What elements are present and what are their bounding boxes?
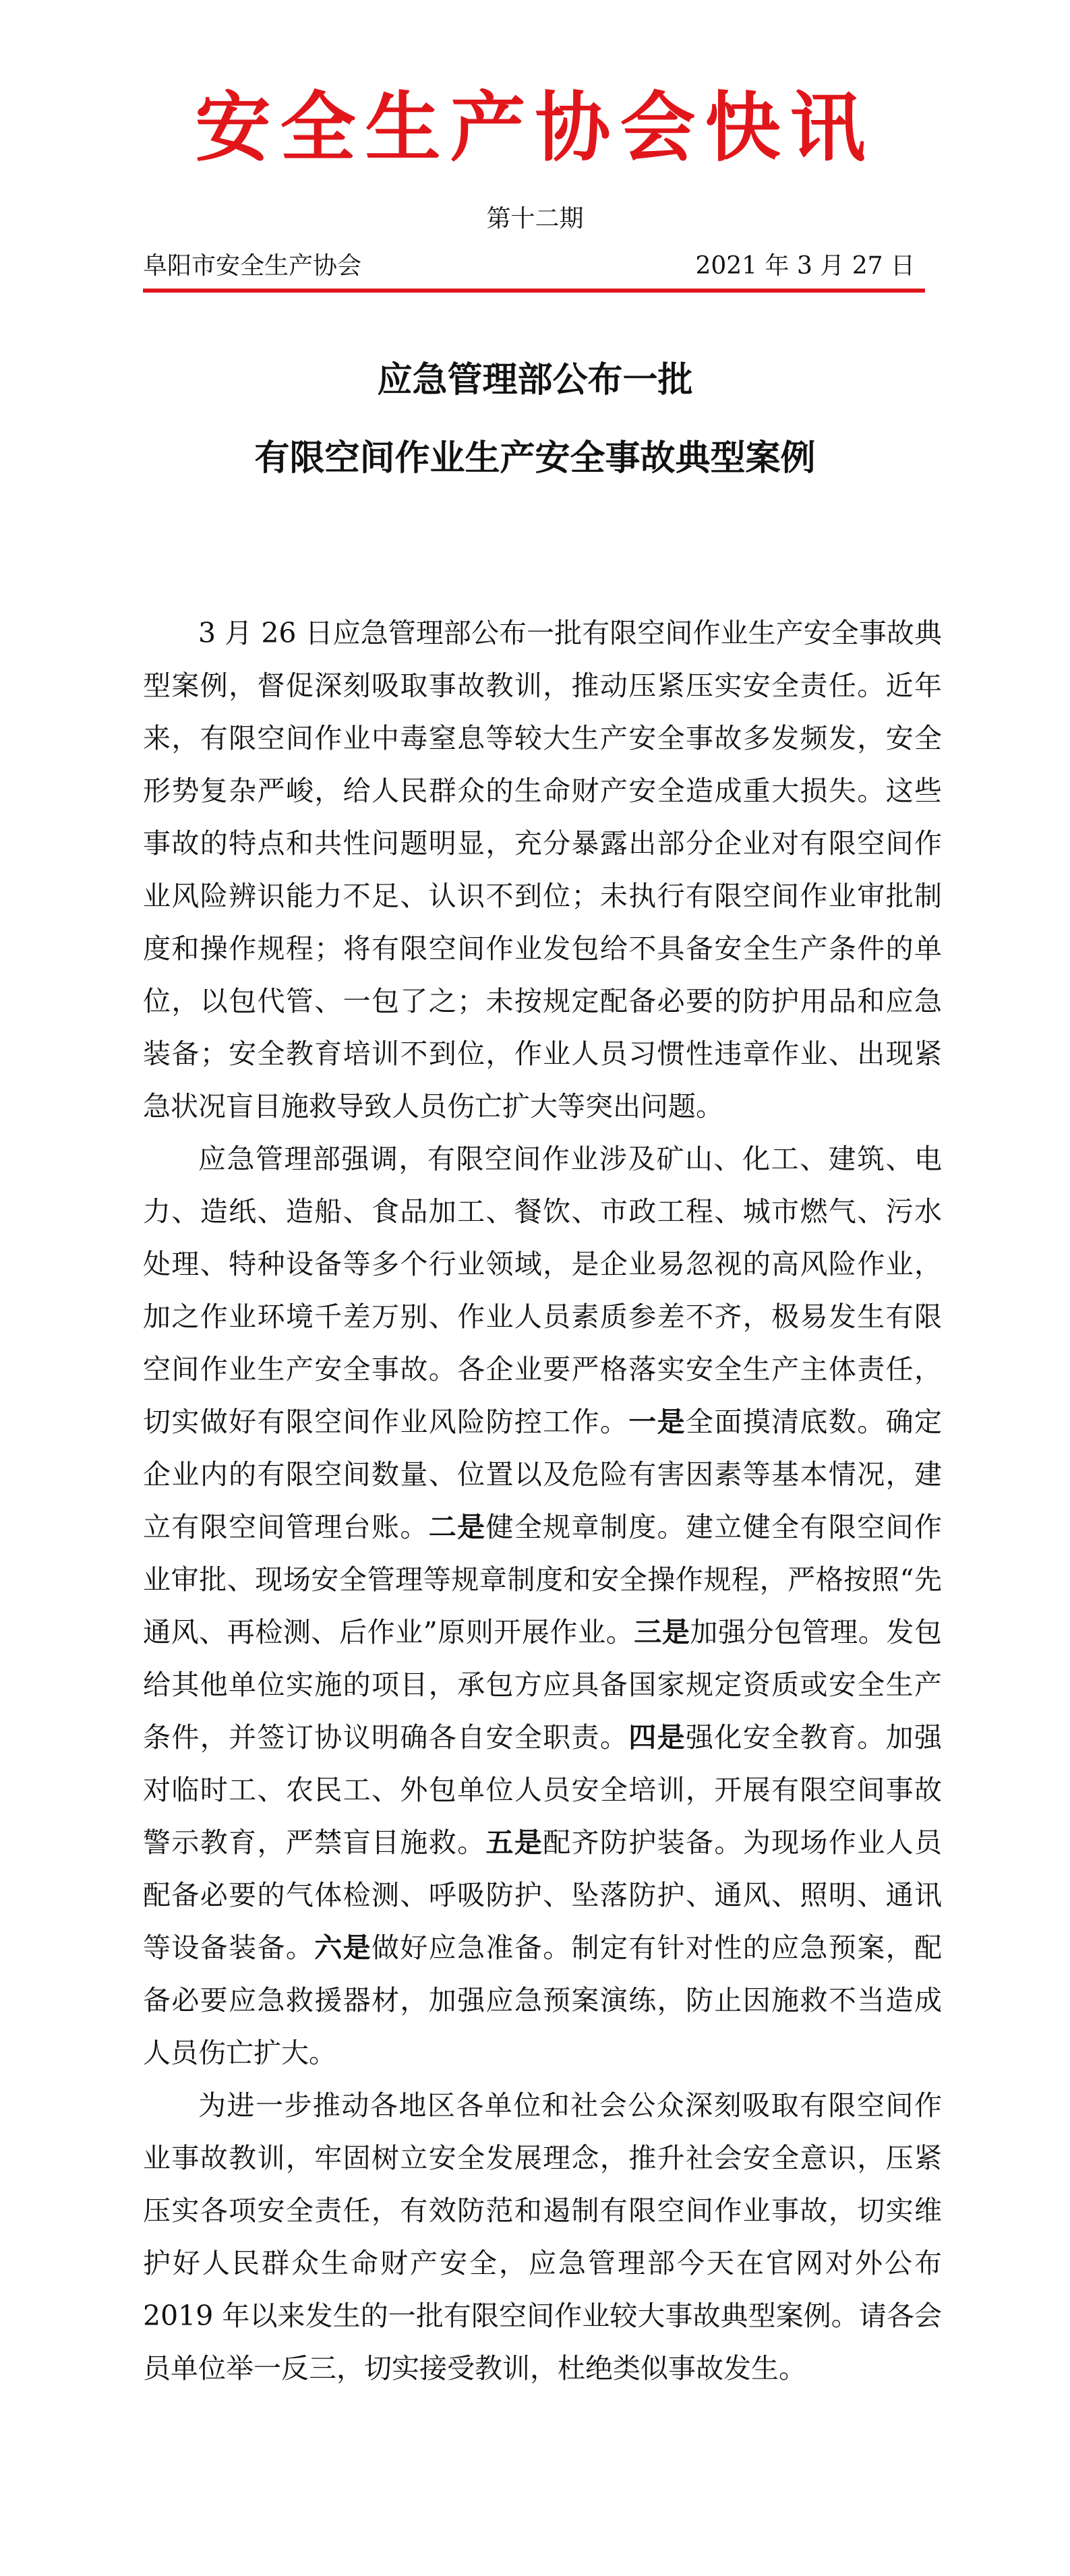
p2-text-5: 配齐防护装备。为现场作业人员配备必要的气体检测、呼吸防护、坠落防护、通风、照明、通讯等设备装备。 — [143, 1826, 943, 1964]
p2-key-1: 一是 — [628, 1406, 686, 1438]
p2-text-3: 加强分包管理。发包给其他单位实施的项目，承包方应具备国家规定资质或安全生产条件，并签订协议明确各自安全职责。 — [143, 1616, 943, 1754]
p2-text-2: 健全规章制度。建立健全有限空间作业审批、现场安全管理等规章制度和安全操作规程，严格按照“先通风、再检测、后作业”原则开展作业。 — [143, 1511, 943, 1648]
paragraph-2 — [143, 1133, 942, 2079]
p2-key-2: 二是 — [428, 1511, 486, 1543]
headline-line-1: 应急管理部公布一批 — [377, 360, 693, 400]
p2-text-6: 做好应急准备。制定有针对性的应急预案，配备必要应急救援器材，加强应急预案演练，防止因施救不当造成人员伤亡扩大。 — [143, 1931, 943, 2069]
masthead-title: 安全生产协会快讯 — [195, 84, 875, 172]
p2-key-6: 六是 — [314, 1931, 371, 1964]
p2-key-3: 三是 — [634, 1616, 690, 1648]
publish-date: 2021 年 3 月 27 日 — [695, 252, 915, 280]
p2-key-5: 五是 — [485, 1826, 543, 1859]
publisher-name: 阜阳市安全生产协会 — [143, 252, 362, 280]
article-body — [143, 607, 942, 2395]
p2-key-4: 四是 — [628, 1721, 686, 1754]
issue-number: 第十二期 — [486, 205, 584, 233]
p2-intro: 应急管理部强调，有限空间作业涉及矿山、化工、建筑、电力、造纸、造船、食品加工、餐饮、市政工程、城市燃气、污水处理、特种设备等多个行业领域，是企业易忽视的高风险作业，加之作业环境千差万别、作业人员素质参差不齐，极易发生有限空间作业生产安全事故。各企业要严格落实安全生产主体责任，切实做好有限空间作业风险防控工作。 — [143, 1143, 942, 1438]
headline-line-2: 有限空间作业生产安全事故典型案例 — [254, 438, 816, 479]
p2-text-4: 强化安全教育。加强对临时工、农民工、外包单位人员安全培训，开展有限空间事故警示教育，严禁盲目施救。 — [143, 1721, 943, 1859]
masthead-divider — [143, 289, 925, 293]
p2-text-1: 全面摸清底数。确定企业内的有限空间数量、位置以及危险有害因素等基本情况，建立有限空间管理台账。 — [143, 1406, 943, 1543]
paragraph-1: 3 月 26 日应急管理部公布一批有限空间作业生产安全事故典型案例，督促深刻吸取事故教训，推动压紧压实安全责任。近年来，有限空间作业中毒窒息等较大生产安全事故多发频发，安全形势复杂严峻，给人民群众的生命财产安全造成重大损失。这些事故的特点和共性问题明显，充分暴露出部分企业对有限空间作业风险辨识能力不足、认识不到位；未执行有限空间作业审批制度和操作规程；将有限空间作业发包给不具备安全生产条件的单位，以包代管、一包了之；未按规定配备必要的防护用品和应急装备；安全教育培训不到位，作业人员习惯性违章作业、出现紧急状况盲目施救导致人员伤亡扩大等突出问题。 — [143, 617, 942, 1122]
paragraph-3: 为进一步推动各地区各单位和社会公众深刻吸取有限空间作业事故教训，牢固树立安全发展理念，推升社会安全意识，压紧压实各项安全责任，有效防范和遏制有限空间作业事故，切实维护好人民群众生命财产安全，应急管理部今天在官网对外公布 2019 年以来发生的一批有限空间作业较大事故典型案例。请各会员单位举一反三，切实接受教训，杜绝类似事故发生。 — [143, 2089, 942, 2385]
